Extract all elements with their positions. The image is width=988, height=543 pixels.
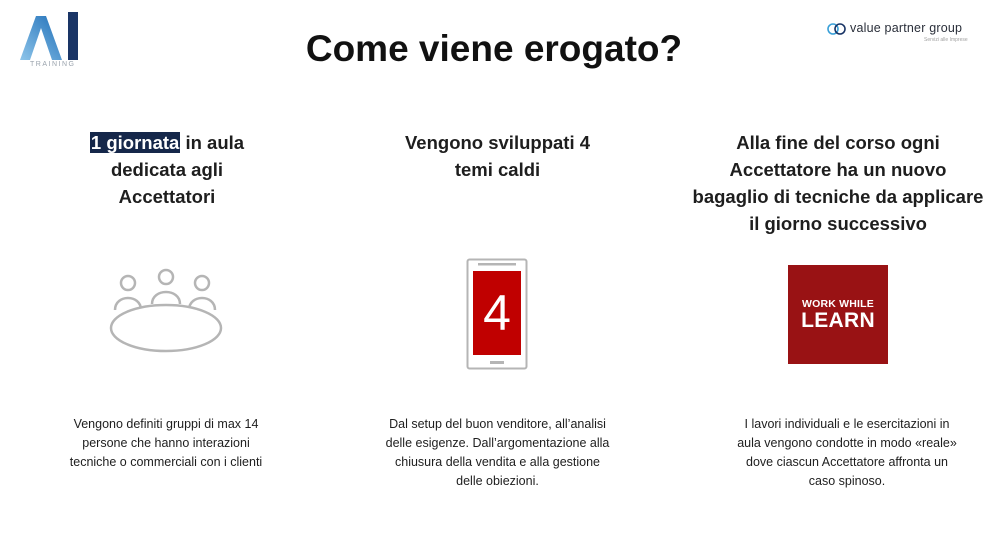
- column-1-title: [62, 129, 272, 210]
- column-1-description: Vengono definiti gruppi di max 14 persone che hanno interazioni tecniche o commerciali con i clienti: [69, 417, 263, 469]
- linked-rings-icon: [826, 23, 848, 35]
- column-1-title-rest: in aula dedicata agli Accettatori: [110, 132, 245, 207]
- partner-name: value partner group: [850, 21, 963, 35]
- ai-logo-subtitle: TRAINING: [30, 61, 76, 68]
- meeting-table-icon: [108, 266, 224, 356]
- phone-number: 4: [483, 285, 511, 341]
- partner-tagline: Servizi alle Imprese: [924, 37, 968, 43]
- column-2-description: Dal setup del buon venditore, all’analisi delle esigenze. Dall’argomentazione alla chiusura della vendita e alla gestione delle obiezioni.: [385, 417, 610, 488]
- work-while-learn-icon: [788, 265, 888, 364]
- column-2-title: Vengono sviluppati 4 temi caldi: [404, 132, 591, 180]
- work-while-text: WORK WHILE: [802, 297, 874, 310]
- column-1-title-highlight: 1 giornata: [90, 132, 180, 153]
- slide-title: Come viene erogato?: [305, 28, 683, 69]
- column-3-description: I lavori individuali e le esercitazioni in aula vengono condotte in modo «reale» dove ciascun Accettatore affronta un caso spinoso.: [737, 417, 957, 488]
- learn-text: LEARN: [801, 308, 875, 332]
- value-partner-group-logo: [826, 20, 978, 50]
- column-3-title: Alla fine del corso ogni Accettatore ha un nuovo bagaglio di tecniche da applicare il giorno successivo: [692, 132, 984, 234]
